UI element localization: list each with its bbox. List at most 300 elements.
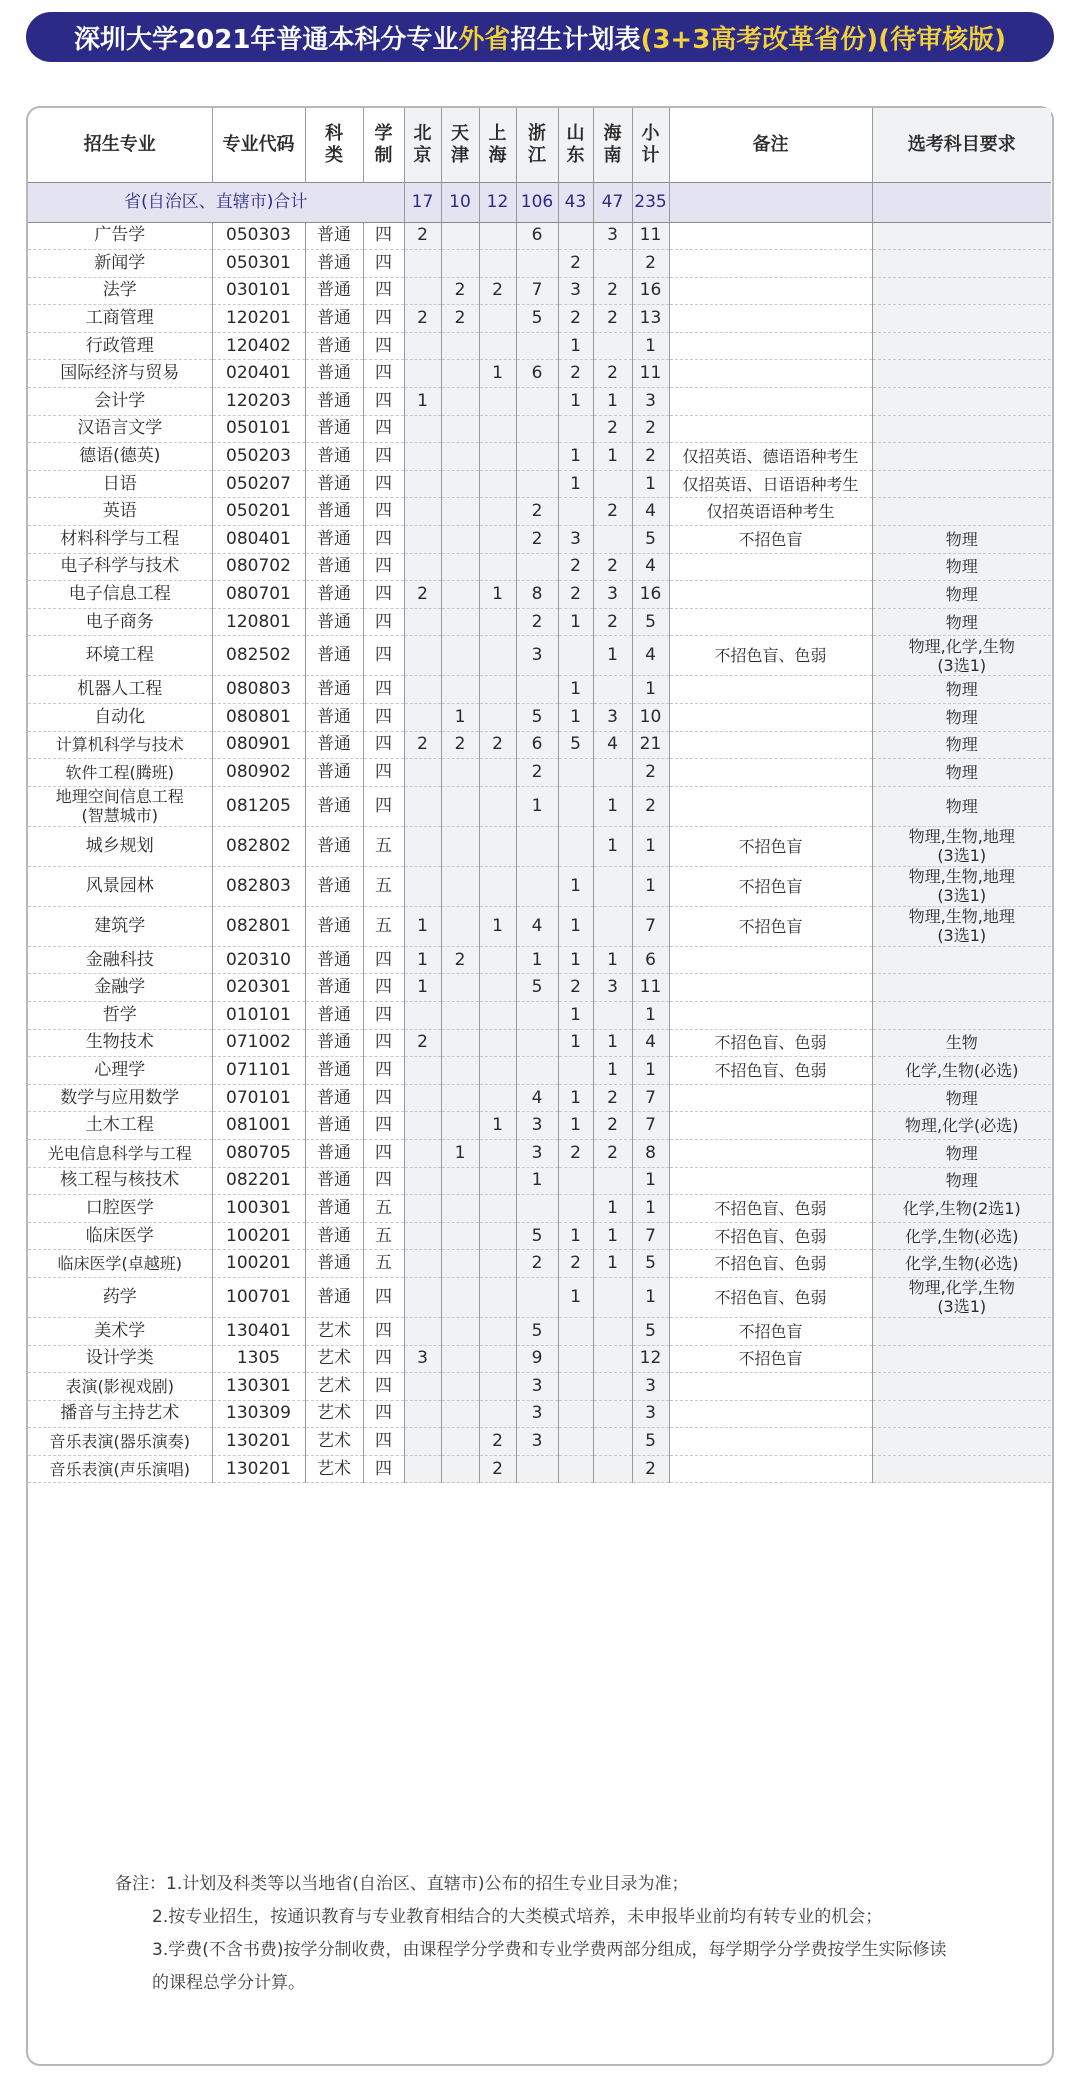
code-cell: 050301 [212,250,305,278]
province-cell: 1 [593,786,632,826]
subtotal-cell: 16 [632,581,669,609]
province-cell [441,332,479,360]
category-cell: 普通 [305,415,363,443]
title-part3: (3+3高考改革省份)(待审核版) [640,24,1006,55]
province-cell [404,1084,441,1112]
years-cell: 四 [363,946,404,974]
years-cell: 四 [363,636,404,676]
province-cell [404,826,441,866]
table-row [28,1222,1051,1250]
province-cell: 2 [558,1139,593,1167]
province-cell [441,250,479,278]
table-row [28,1112,1051,1140]
table-row [28,759,1051,787]
category-cell: 普通 [305,1195,363,1223]
remark-cell [669,388,872,416]
major-cell: 播音与主持艺术 [28,1400,212,1428]
header-province: 山东 [558,108,593,182]
province-cell: 2 [404,581,441,609]
province-cell: 4 [593,731,632,759]
years-cell: 五 [363,1195,404,1223]
province-cell [441,1345,479,1373]
province-cell: 2 [593,305,632,333]
province-cell: 6 [516,731,558,759]
province-cell [479,1400,516,1428]
subjects-cell: 物理 [872,1167,1051,1195]
province-cell: 2 [441,277,479,305]
table-row [28,1001,1051,1029]
province-cell [441,1455,479,1483]
major-cell: 自动化 [28,704,212,732]
remark-cell: 不招色盲 [669,1317,872,1345]
header-province: 海南 [593,108,632,182]
category-cell: 普通 [305,946,363,974]
remark-cell [669,731,872,759]
province-cell: 1 [593,1057,632,1085]
province-cell [479,636,516,676]
table-row [28,1250,1051,1278]
major-cell: 汉语言文学 [28,415,212,443]
category-cell: 普通 [305,1001,363,1029]
subjects-cell: 物理,化学,生物 (3选1) [872,636,1051,676]
subjects-cell: 物理,生物,地理 (3选1) [872,906,1051,946]
province-cell [404,1057,441,1085]
code-cell: 130401 [212,1317,305,1345]
note-line-1: 备注：1.计划及科类等以当地省(自治区、直辖市)公布的招生专业目录为准； [115,1874,689,1894]
remark-cell [669,1455,872,1483]
major-cell: 美术学 [28,1317,212,1345]
subjects-cell [872,1428,1051,1456]
category-cell: 普通 [305,526,363,554]
category-cell: 普通 [305,704,363,732]
province-cell [479,866,516,906]
remark-cell [669,332,872,360]
category-cell: 普通 [305,1112,363,1140]
table-row [28,553,1051,581]
province-cell: 6 [516,360,558,388]
code-cell: 020310 [212,946,305,974]
subjects-cell [872,222,1051,250]
table-row [28,1139,1051,1167]
subjects-cell [872,1317,1051,1345]
province-cell [479,1167,516,1195]
table-row [28,222,1051,250]
code-cell: 080701 [212,581,305,609]
table-row [28,906,1051,946]
province-cell: 7 [516,277,558,305]
table-row [28,1057,1051,1085]
province-cell [441,526,479,554]
province-cell [479,415,516,443]
table-row [28,704,1051,732]
province-cell: 2 [593,608,632,636]
years-cell: 四 [363,731,404,759]
category-cell: 艺术 [305,1428,363,1456]
province-cell: 4 [516,906,558,946]
category-cell: 普通 [305,388,363,416]
province-cell: 5 [516,704,558,732]
remark-cell: 不招色盲、色弱 [669,1222,872,1250]
province-cell [479,222,516,250]
province-cell [479,1250,516,1278]
subtotal-cell: 1 [632,332,669,360]
province-cell: 1 [558,946,593,974]
code-cell: 080902 [212,759,305,787]
years-cell: 四 [363,1001,404,1029]
province-cell [441,553,479,581]
major-cell: 行政管理 [28,332,212,360]
province-cell [441,1084,479,1112]
province-cell [516,470,558,498]
subtotal-cell: 3 [632,1373,669,1401]
code-cell: 130201 [212,1455,305,1483]
province-cell [479,1345,516,1373]
subjects-cell [872,1455,1051,1483]
province-cell [441,1057,479,1085]
subjects-cell: 物理 [872,608,1051,636]
subjects-cell: 化学,生物(必选) [872,1250,1051,1278]
province-cell [558,759,593,787]
subtotal-cell: 2 [632,250,669,278]
province-cell [479,250,516,278]
subtotal-cell: 2 [632,443,669,471]
table-row [28,443,1051,471]
province-cell [593,1345,632,1373]
title-highlight: 外省 [458,24,511,55]
category-cell: 普通 [305,1084,363,1112]
province-cell [404,498,441,526]
code-cell: 080803 [212,676,305,704]
years-cell: 四 [363,1084,404,1112]
major-cell: 表演(影视戏剧) [28,1373,212,1401]
header-years: 学制 [363,108,404,182]
province-cell [593,759,632,787]
remark-cell [669,581,872,609]
province-cell [404,1373,441,1401]
province-cell: 1 [479,581,516,609]
province-cell [516,866,558,906]
province-cell [516,1001,558,1029]
major-cell: 核工程与核技术 [28,1167,212,1195]
province-cell [404,526,441,554]
code-cell: 080702 [212,553,305,581]
province-cell [404,1277,441,1317]
province-cell [558,1428,593,1456]
province-cell: 2 [593,498,632,526]
province-cell [516,443,558,471]
province-cell: 2 [441,305,479,333]
province-cell [404,470,441,498]
table-row [28,1373,1051,1401]
code-cell: 080705 [212,1139,305,1167]
table-row [28,1195,1051,1223]
subtotal-cell: 5 [632,526,669,554]
subtotal-cell: 4 [632,636,669,676]
major-cell: 法学 [28,277,212,305]
category-cell: 普通 [305,759,363,787]
table-row [28,250,1051,278]
province-cell: 9 [516,1345,558,1373]
table-row [28,1084,1051,1112]
subtotal-cell: 7 [632,1222,669,1250]
province-cell [441,676,479,704]
table-row [28,305,1051,333]
province-cell [558,1057,593,1085]
remark-cell: 不招色盲、色弱 [669,636,872,676]
province-cell: 1 [558,443,593,471]
major-cell: 国际经济与贸易 [28,360,212,388]
remark-cell [669,1139,872,1167]
province-cell: 5 [516,974,558,1002]
province-cell: 2 [404,305,441,333]
subjects-cell: 物理 [872,759,1051,787]
major-cell: 电子科学与技术 [28,553,212,581]
province-cell [479,1139,516,1167]
total-row [28,182,1051,222]
major-cell: 电子商务 [28,608,212,636]
major-cell: 英语 [28,498,212,526]
years-cell: 四 [363,974,404,1002]
province-cell [593,1167,632,1195]
province-cell [516,1057,558,1085]
years-cell: 四 [363,360,404,388]
province-cell [441,1277,479,1317]
remark-cell: 不招色盲、色弱 [669,1195,872,1223]
code-cell: 082802 [212,826,305,866]
subjects-cell: 化学,生物(必选) [872,1057,1051,1085]
code-cell: 100701 [212,1277,305,1317]
province-cell: 3 [558,526,593,554]
province-cell [441,608,479,636]
province-cell: 1 [404,946,441,974]
years-cell: 四 [363,1167,404,1195]
province-cell: 3 [516,1139,558,1167]
code-cell: 080801 [212,704,305,732]
subtotal-cell: 7 [632,1084,669,1112]
province-cell [404,1167,441,1195]
subtotal-cell: 1 [632,866,669,906]
subjects-cell: 物理 [872,1139,1051,1167]
province-cell: 1 [558,1084,593,1112]
note-line-3: 3.学费(不含书费)按学分制收费，由课程学分学费和专业学费两部分组成，每学期学分学费按学生实际修读 [152,1940,947,1960]
province-cell [441,974,479,1002]
province-cell [479,388,516,416]
years-cell: 四 [363,1317,404,1345]
category-cell: 普通 [305,786,363,826]
table-row [28,332,1051,360]
province-cell [479,1001,516,1029]
province-cell [516,388,558,416]
province-cell [593,332,632,360]
subjects-cell [872,443,1051,471]
province-cell: 1 [558,1029,593,1057]
code-cell: 100201 [212,1250,305,1278]
category-cell: 普通 [305,906,363,946]
years-cell: 四 [363,608,404,636]
province-cell [479,974,516,1002]
major-cell: 数学与应用数学 [28,1084,212,1112]
province-cell: 1 [593,388,632,416]
remark-cell [669,415,872,443]
subtotal-cell: 11 [632,974,669,1002]
years-cell: 四 [363,1139,404,1167]
remark-cell [669,277,872,305]
code-cell: 120203 [212,388,305,416]
province-cell [593,1428,632,1456]
province-cell [479,1373,516,1401]
code-cell: 130309 [212,1400,305,1428]
province-cell [441,222,479,250]
subtotal-cell: 4 [632,553,669,581]
province-cell: 2 [593,553,632,581]
admission-plan-table [28,108,1051,1483]
province-cell [593,676,632,704]
years-cell: 四 [363,388,404,416]
note-line-4: 的课程总学分计算。 [152,1973,305,1993]
province-cell [516,826,558,866]
major-cell: 环境工程 [28,636,212,676]
province-cell: 3 [516,1112,558,1140]
province-cell [441,1222,479,1250]
province-cell: 2 [516,608,558,636]
subtotal-cell: 1 [632,1057,669,1085]
subtotal-cell: 1 [632,1195,669,1223]
subtotal-cell: 5 [632,1250,669,1278]
province-cell: 1 [558,608,593,636]
subjects-cell [872,277,1051,305]
province-cell: 1 [593,443,632,471]
years-cell: 四 [363,1057,404,1085]
province-cell [404,786,441,826]
category-cell: 普通 [305,1277,363,1317]
province-cell: 1 [404,388,441,416]
years-cell: 四 [363,759,404,787]
major-cell: 哲学 [28,1001,212,1029]
subjects-cell [872,388,1051,416]
province-cell [441,415,479,443]
category-cell: 普通 [305,222,363,250]
subtotal-cell: 2 [632,415,669,443]
province-cell [441,759,479,787]
province-cell: 1 [593,1029,632,1057]
category-cell: 艺术 [305,1400,363,1428]
table-row [28,1029,1051,1057]
table-row [28,498,1051,526]
province-cell [558,415,593,443]
subjects-cell [872,974,1051,1002]
years-cell: 四 [363,1428,404,1456]
total-cell: 10 [441,182,479,222]
province-cell [479,1084,516,1112]
province-cell: 2 [516,526,558,554]
province-cell [593,1400,632,1428]
province-cell: 1 [516,946,558,974]
province-cell: 1 [558,470,593,498]
province-cell [479,470,516,498]
province-cell [404,332,441,360]
province-cell [441,388,479,416]
table-row [28,526,1051,554]
years-cell: 四 [363,1455,404,1483]
province-cell: 1 [441,1139,479,1167]
years-cell: 四 [363,1112,404,1140]
province-cell [479,826,516,866]
province-cell: 2 [593,1139,632,1167]
subtotal-cell: 7 [632,1112,669,1140]
total-label: 省(自治区、直辖市)合计 [28,182,404,222]
subtotal-cell: 6 [632,946,669,974]
subtotal-cell: 1 [632,470,669,498]
province-cell: 6 [516,222,558,250]
major-cell: 药学 [28,1277,212,1317]
category-cell: 普通 [305,332,363,360]
major-cell: 风景园林 [28,866,212,906]
total-subjects [872,182,1051,222]
table-row [28,581,1051,609]
remark-cell [669,1428,872,1456]
title-part2: 招生计划表 [510,24,641,55]
major-cell: 计算机科学与技术 [28,731,212,759]
code-cell: 050303 [212,222,305,250]
code-cell: 120201 [212,305,305,333]
subtotal-cell: 1 [632,1167,669,1195]
province-cell: 1 [558,1277,593,1317]
province-cell: 1 [558,676,593,704]
category-cell: 普通 [305,498,363,526]
province-cell [479,1317,516,1345]
table-row [28,277,1051,305]
category-cell: 艺术 [305,1373,363,1401]
remark-cell [669,1112,872,1140]
province-cell [404,1317,441,1345]
province-cell [404,1250,441,1278]
header-province: 上海 [479,108,516,182]
province-cell [593,250,632,278]
subtotal-cell: 1 [632,826,669,866]
subjects-cell [872,946,1051,974]
category-cell: 普通 [305,974,363,1002]
province-cell: 1 [479,1112,516,1140]
major-cell: 建筑学 [28,906,212,946]
province-cell [593,1373,632,1401]
province-cell [593,1001,632,1029]
province-cell [404,1195,441,1223]
major-cell: 工商管理 [28,305,212,333]
subtotal-cell: 16 [632,277,669,305]
subjects-cell: 物理 [872,1084,1051,1112]
province-cell [441,1317,479,1345]
province-cell [441,1373,479,1401]
province-cell: 3 [593,974,632,1002]
province-cell: 1 [516,1167,558,1195]
category-cell: 普通 [305,1222,363,1250]
years-cell: 五 [363,1222,404,1250]
subjects-cell: 物理,化学(必选) [872,1112,1051,1140]
code-cell: 050203 [212,443,305,471]
years-cell: 四 [363,676,404,704]
province-cell [558,786,593,826]
province-cell [404,608,441,636]
code-cell: 071101 [212,1057,305,1085]
subtotal-cell: 11 [632,360,669,388]
code-cell: 080401 [212,526,305,554]
province-cell: 1 [558,1222,593,1250]
major-cell: 音乐表演(器乐演奏) [28,1428,212,1456]
table-row [28,786,1051,826]
table-row [28,974,1051,1002]
major-cell: 土木工程 [28,1112,212,1140]
remark-cell [669,553,872,581]
